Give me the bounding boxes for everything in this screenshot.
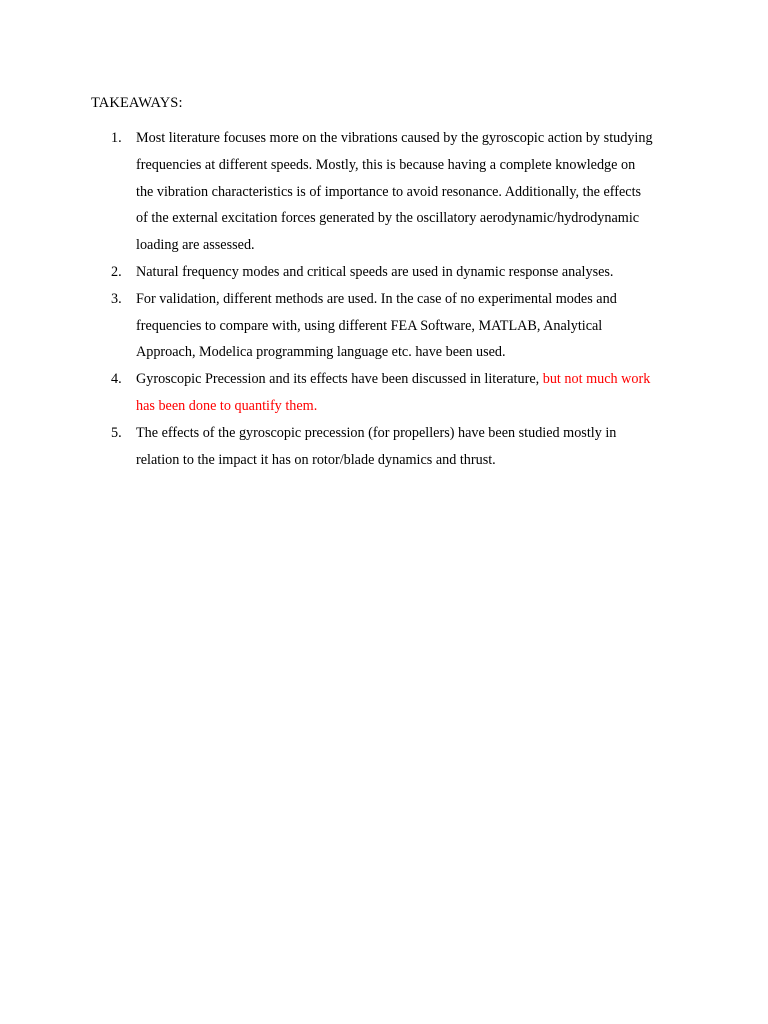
takeaway-text: Gyroscopic Precession and its effects have been discussed in literature, [136, 371, 543, 388]
takeaway-text: The effects of the gyroscopic precession (for propellers) have been studied mostly in relation to the impact it has on rotor/blade dynamics and thrust. [136, 424, 617, 468]
takeaway-item-1 [111, 125, 656, 259]
item-number: 2. [111, 263, 122, 280]
takeaway-text: Most literature focuses more on the vibrations caused by the gyroscopic action by studying frequencies at different speeds. Mostly, this is because having a complete knowledge on the vibration characteristics is of importance to avoid resonance. Additionally, the effects of the external excitation forces generated by the oscillatory aerodynamic/hydrodynamic loading are assessed. [136, 130, 653, 254]
takeaway-item-4 [111, 366, 656, 420]
takeaway-text: For validation, different methods are used. In the case of no experimental modes and frequencies to compare with, using different FEA Software, MATLAB, Analytical Approach, Modelica programming language etc. have been used. [136, 290, 617, 361]
takeaways-heading: TAKEAWAYS: [91, 95, 183, 111]
item-number: 1. [111, 130, 122, 146]
takeaway-item-2 [111, 259, 656, 286]
highlighted-text: but not much work has been done to quantify them. [136, 371, 651, 414]
item-number: 4. [111, 371, 122, 388]
item-number: 3. [111, 290, 122, 307]
takeaways-list [111, 125, 656, 473]
takeaway-item-3 [111, 286, 656, 366]
takeaway-item-5 [111, 420, 656, 474]
item-number: 5. [111, 424, 122, 441]
takeaway-text: Natural frequency modes and critical speeds are used in dynamic response analyses. [136, 263, 614, 280]
